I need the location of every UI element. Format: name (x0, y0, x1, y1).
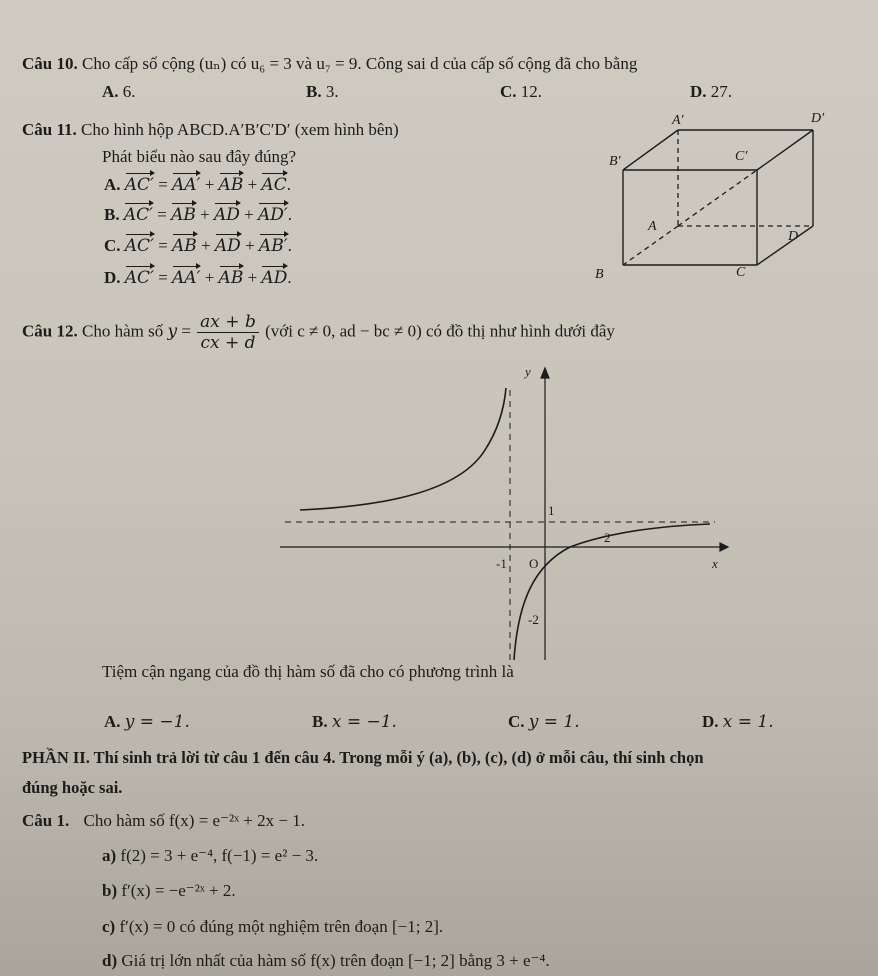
q11-option-a: A. AC′ = AA′ + AB + AC. (104, 175, 291, 195)
label-origin: O (529, 556, 539, 571)
q12-text-pre: Cho hàm số (81, 321, 164, 341)
label-y: y (525, 364, 531, 379)
q12-option-c: C. y = 1. (508, 712, 580, 732)
label-minus-one: -1 (496, 556, 507, 571)
q12-question: Tiệm cận ngang của đồ thị hàm số đã cho có phương trình là (102, 662, 514, 681)
p2q1-item-c: c) f′(x) = 0 có đúng một nghiệm trên đoạn [−1; 2]. (102, 917, 444, 936)
q10-label: Câu 10. (22, 54, 78, 73)
q10-option-d: D. 27. (690, 82, 733, 101)
q12-option-b: B. x = −1. (312, 712, 397, 732)
q12-fraction: $\frac{ax + b}{cx + d}$ (197, 312, 259, 353)
p2q1-label: Câu 1. (22, 811, 70, 830)
q12-stem: Câu 12. Cho hàm số y = $\frac{ax + b}{cx + d}$ (với c ≠ 0, ad − bc ≠ 0) có đồ thị như hình dưới đây (22, 312, 615, 353)
q11-prompt: Phát biểu nào sau đây đúng? (102, 147, 297, 166)
q12-graph (270, 360, 740, 675)
y-axis-arrow (541, 368, 549, 378)
edge-a1b1 (623, 130, 678, 170)
q10-option-a: A. 6. (102, 82, 136, 101)
q10-option-b: B. 3. (306, 82, 339, 101)
diag-ac1 (678, 170, 757, 226)
label-b1: B′ (609, 154, 621, 169)
q11-text: Cho hình hộp ABCD.A′B′C′D′ (xem hình bên) (81, 120, 399, 139)
label-c1: C′ (735, 149, 748, 164)
label-x: x (712, 556, 718, 571)
part2-heading-cont: đúng hoặc sai. (22, 778, 123, 797)
edge-cd (757, 226, 813, 265)
label-b: B (595, 267, 604, 282)
label-minus-two: -2 (528, 612, 539, 627)
cube-figure (585, 108, 835, 288)
label-a: A (648, 219, 657, 234)
q11-stem (22, 120, 399, 140)
label-d1: D′ (811, 111, 825, 126)
q11-option-b: B. AC′ = AB + AD + AD′. (104, 205, 293, 225)
p2q1-stem (22, 811, 305, 831)
q12-option-d: D. x = 1. (702, 712, 774, 732)
edge-c1d1 (757, 130, 813, 170)
part2-heading: PHẦN II. Thí sinh trả lời từ câu 1 đến câu 4. Trong mỗi ý (a), (b), (c), (d) ở mỗi câu, thí sinh chọn (22, 748, 704, 767)
label-two: 2 (604, 530, 611, 545)
q12-condition: (với c ≠ 0, ad − bc ≠ 0) có đồ thị như hình dưới đây (265, 321, 615, 341)
label-c: C (736, 265, 746, 280)
p2q1-item-a: a) f(2) = 3 + e⁻⁴, f(−1) = e² − 3. (102, 846, 319, 865)
p2q1-item-d: d) Giá trị lớn nhất của hàm số f(x) trên đoạn [−1; 2] bằng 3 + e⁻⁴. (102, 951, 550, 970)
q10-stem (22, 54, 637, 74)
q11-option-c: C. AC′ = AB + AD + AB′. (104, 236, 292, 256)
q11-label: Câu 11. (22, 120, 77, 139)
label-a1: A′ (672, 113, 684, 128)
q12-label: Câu 12. (22, 321, 78, 341)
left-branch (300, 388, 506, 510)
q11-option-d: D. AC′ = AA′ + AB + AD. (104, 268, 292, 288)
q12-option-a: A. y = −1. (104, 712, 190, 732)
q10-text: Cho cấp số cộng (uₙ) có u₆ = 3 và u₇ = 9. Công sai d của cấp số cộng đã cho bằng (81, 54, 638, 73)
p2q1-item-b: b) f′(x) = −e⁻²ˣ + 2. (102, 881, 236, 900)
x-axis-arrow (720, 543, 728, 551)
right-branch (514, 524, 710, 660)
q10-option-c: C. 12. (500, 82, 543, 101)
label-d: D (788, 229, 799, 244)
p2q1-text: Cho hàm số f(x) = e⁻²ˣ + 2x − 1. (83, 811, 305, 830)
label-one: 1 (548, 503, 555, 518)
